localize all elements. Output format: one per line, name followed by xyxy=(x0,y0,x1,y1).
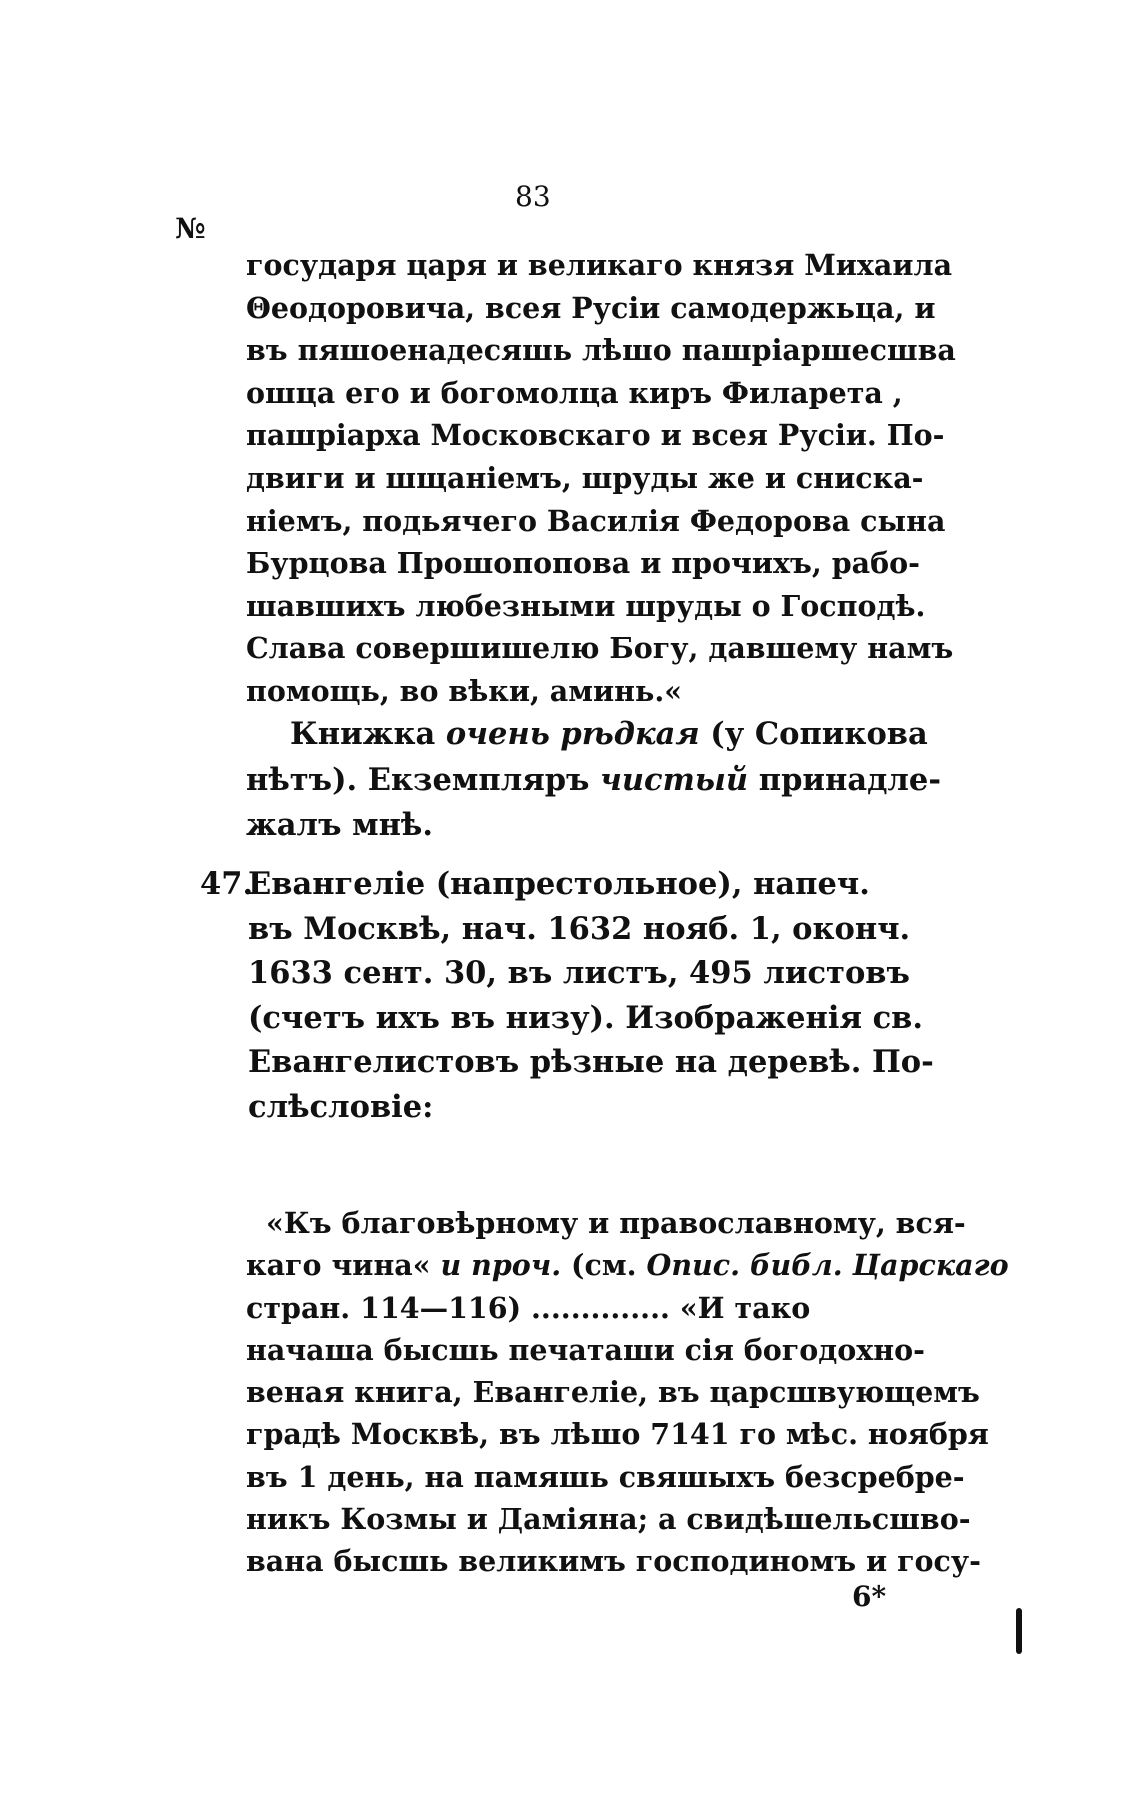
text-line: «Къ благовѣрному и православному, вся- xyxy=(266,1206,966,1240)
text-line: начаша бысшь печаташи сія богодохно- xyxy=(246,1332,925,1367)
text-line: государя царя и великаго князя Михаила xyxy=(246,248,953,282)
text-line: Бурцова Прошопопова и прочихъ, рабо- xyxy=(246,546,920,581)
text-line xyxy=(290,712,941,758)
text-line: жалъ мнѣ. xyxy=(246,807,433,843)
entry-number: 47. xyxy=(200,866,254,902)
text-run: каго чина« xyxy=(246,1248,441,1283)
text-line: стран. 114—116) .............. «И тако xyxy=(246,1290,811,1325)
page-edge-mark xyxy=(1016,1608,1022,1654)
italic-text: и проч. xyxy=(440,1248,562,1283)
text-line: 1633 сент. 30, въ листъ, 495 листовъ xyxy=(248,955,910,991)
commentary-paragraph xyxy=(246,712,941,849)
text-line: Слава совершишелю Богу, давшему намъ xyxy=(246,631,954,666)
text-run: принадле- xyxy=(748,761,941,798)
text-line: ошца его и богомолца киръ Филарета , xyxy=(246,375,903,410)
text-line: никъ Козмы и Даміяна; а свидѣшельсшво- xyxy=(246,1502,971,1537)
italic-text: очень рѣдкая xyxy=(445,716,700,752)
text-line: въ пяшоенадесяшь лѣшо пашріаршесшва xyxy=(246,333,956,368)
text-line xyxy=(246,758,941,804)
catalog-entry xyxy=(200,862,934,1129)
italic-text: Опис. библ. Царскаго xyxy=(646,1248,1009,1283)
entry-first-line xyxy=(200,862,934,907)
signature-mark: 6* xyxy=(852,1580,887,1613)
text-line: Евангелистовъ рѣзные на деревѣ. По- xyxy=(248,1044,934,1080)
text-line: градѣ Москвѣ, въ лѣшо 7141 го мѣс. ноября xyxy=(246,1417,989,1452)
italic-text: чистый xyxy=(600,761,749,798)
text-run: (у Сопикова xyxy=(699,716,928,752)
text-line: ніемъ, подьячего Василія Федорова сына xyxy=(246,503,946,538)
page-number: 83 xyxy=(515,180,551,213)
text-run: (см. xyxy=(561,1248,647,1283)
text-line: помощь, во вѣки, аминь.« xyxy=(246,673,683,708)
text-line: пашріарха Московскаго и всея Русіи. По- xyxy=(246,418,945,453)
text-line: шавшихъ любезными шруды о Господѣ. xyxy=(246,588,926,623)
text-line: двиги и шщаніемъ, шруды же и снискa- xyxy=(246,460,924,495)
text-run: нѣтъ). Екземпляръ xyxy=(246,761,601,798)
number-sign: № xyxy=(175,212,206,245)
text-line xyxy=(246,1244,1009,1286)
text-run: Евангеліе (напрестольное), напеч. xyxy=(248,866,870,902)
text-run: Книжка xyxy=(290,716,446,752)
text-line: вана бысшь великимъ господиномъ и госу- xyxy=(246,1544,981,1579)
text-line: въ Москвѣ, нач. 1632 нояб. 1, оконч. xyxy=(248,910,911,947)
text-line: въ 1 день, на памяшь свяшыхъ безсребре- xyxy=(246,1459,965,1494)
text-line: веная книга, Евангеліе, въ царсшвующемъ xyxy=(246,1375,980,1410)
quoted-afterword-block xyxy=(246,1202,1009,1583)
text-line: Θеодоровича, всея Русіи самодержьца, и xyxy=(246,290,936,325)
text-line: слѣсловіе: xyxy=(248,1088,434,1125)
text-line: (счетъ ихъ въ низу). Изображенія св. xyxy=(248,999,923,1036)
quoted-colophon-block xyxy=(246,244,956,713)
